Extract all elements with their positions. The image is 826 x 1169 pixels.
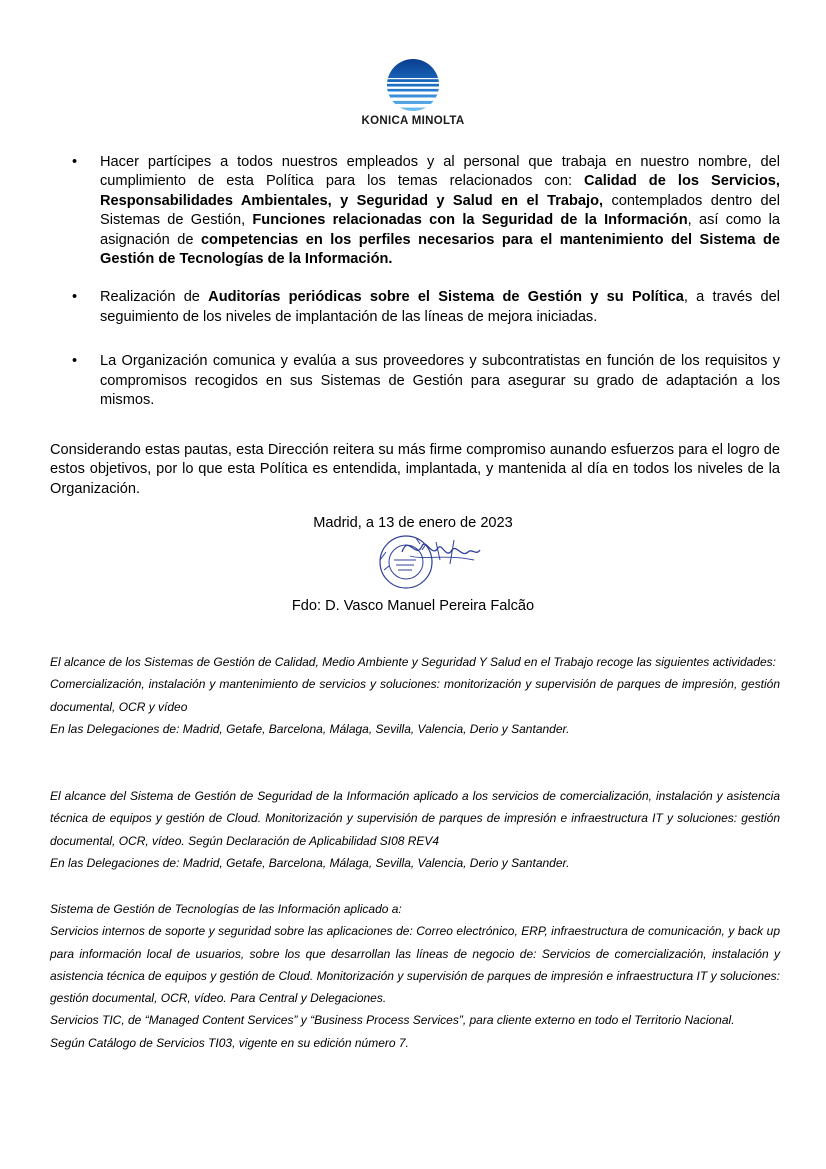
scope-line: Según Catálogo de Servicios TI03, vigente en su edición número 7.: [50, 1035, 409, 1050]
text-run: , así como la asignación de: [100, 212, 780, 248]
scope-line: El alcance de los Sistemas de Gestión de Calidad, Medio Ambiente y Seguridad Y Salud en el Trabajo recoge las siguientes actividades:: [50, 655, 776, 669]
list-item: [72, 288, 780, 327]
scope-line: Comercialización, instalación y mantenimiento de servicios y soluciones: monitorización y supervisión de parques de impresión, gestión documental, OCR y vídeo: [50, 677, 780, 714]
list-item: [72, 352, 780, 410]
list-item: [72, 153, 780, 269]
text-run: contemplados dentro del Sistemas de Gestión,: [100, 192, 781, 229]
text-run: Realización de: [100, 289, 209, 306]
scope-block-security: [50, 785, 780, 874]
scope-line: En las Delegaciones de: Madrid, Getafe, Barcelona, Málaga, Sevilla, Valencia, Derio y Santander.: [50, 721, 570, 736]
bullet-icon: •: [72, 154, 78, 170]
scope-line: Servicios internos de soporte y seguridad sobre las aplicaciones de: Correo electrónico, ERP, infraestructura de comunicación, y back up para información local de usuarios, sobre los que desarrollan las líneas de negocio de: Servicios de comercialización, instalación y asistencia técnica de equipos y gestión de Cloud. Monitorización y supervisión de parques de impresión e infraestructura IT y soluciones: gestión documental, OCR, vídeo. Para Central y Delegaciones.: [50, 924, 780, 1006]
globe-icon: [386, 58, 440, 112]
bullet-icon: •: [72, 353, 78, 370]
scope-block-quality: [50, 651, 780, 740]
bold-text: Funciones relacionadas con la Seguridad de la Información: [252, 212, 688, 229]
bold-text: competencias en los perfiles necesarios para el mantenimiento del Sistema de Gestión de Tecnologías de la Información.: [100, 231, 781, 268]
bullet-text: [100, 154, 780, 267]
text-run: La Organización comunica y evalúa a sus proveedores y subcontratistas en función de los requisitos y compromisos recogidos en sus Sistemas de Gestión para asegurar su grado de adaptación a los mismos.: [100, 353, 780, 409]
scope-block-it-services: [50, 898, 780, 1054]
bullet-text: [100, 353, 780, 408]
company-logo: [357, 58, 469, 127]
commitment-paragraph: Considerando estas pautas, esta Dirección reitera su más firme compromiso aunando esfuerzos para el logro de estos objetivos, por lo que esta Política es entendida, implantada, y mantenida al día en todos los niveles de la Organización.: [50, 442, 780, 497]
bullet-icon: •: [72, 289, 78, 306]
scope-line: Servicios TIC, de “Managed Content Services” y “Business Process Services”, para cliente externo en todo el Territorio Nacional.: [50, 1013, 735, 1028]
scope-line: El alcance del Sistema de Gestión de Seguridad de la Información aplicado a los servicios de comercialización, instalación y asistencia técnica de equipos y gestión de Cloud. Monitorización y supervisión de parques de impresión e infraestructura IT y soluciones: gestión documental, OCR, vídeo. Según Declaración de Aplicabilidad SI08 REV4: [50, 789, 780, 848]
company-stamp-and-signature: [376, 530, 484, 596]
scope-line: Sistema de Gestión de Tecnologías de las Información aplicado a:: [50, 902, 402, 916]
text-run: , a través del seguimiento de los niveles de implantación de las líneas de mejora iniciadas.: [100, 289, 780, 325]
bullet-text: [100, 289, 780, 324]
scope-line: En las Delegaciones de: Madrid, Getafe, Barcelona, Málaga, Sevilla, Valencia, Derio y Santander.: [50, 855, 570, 870]
policy-bullets: [72, 153, 780, 410]
brand-name: KONICA MINOLTA: [361, 115, 465, 127]
date-line: Madrid, a 13 de enero de 2023: [313, 515, 513, 531]
bold-text: Calidad de los Servicios, Responsabilidades Ambientales, y Seguridad y Salud en el Trabajo,: [100, 173, 780, 209]
text-run: Hacer partícipes a todos nuestros empleados y al personal que trabaja en nuestro nombre, del cumplimiento de esta Política para los temas relacionados con:: [100, 154, 780, 190]
signature-line: Fdo: D. Vasco Manuel Pereira Falcão: [291, 598, 535, 614]
bold-text: Auditorías periódicas sobre el Sistema de Gestión y su Política: [208, 289, 684, 306]
